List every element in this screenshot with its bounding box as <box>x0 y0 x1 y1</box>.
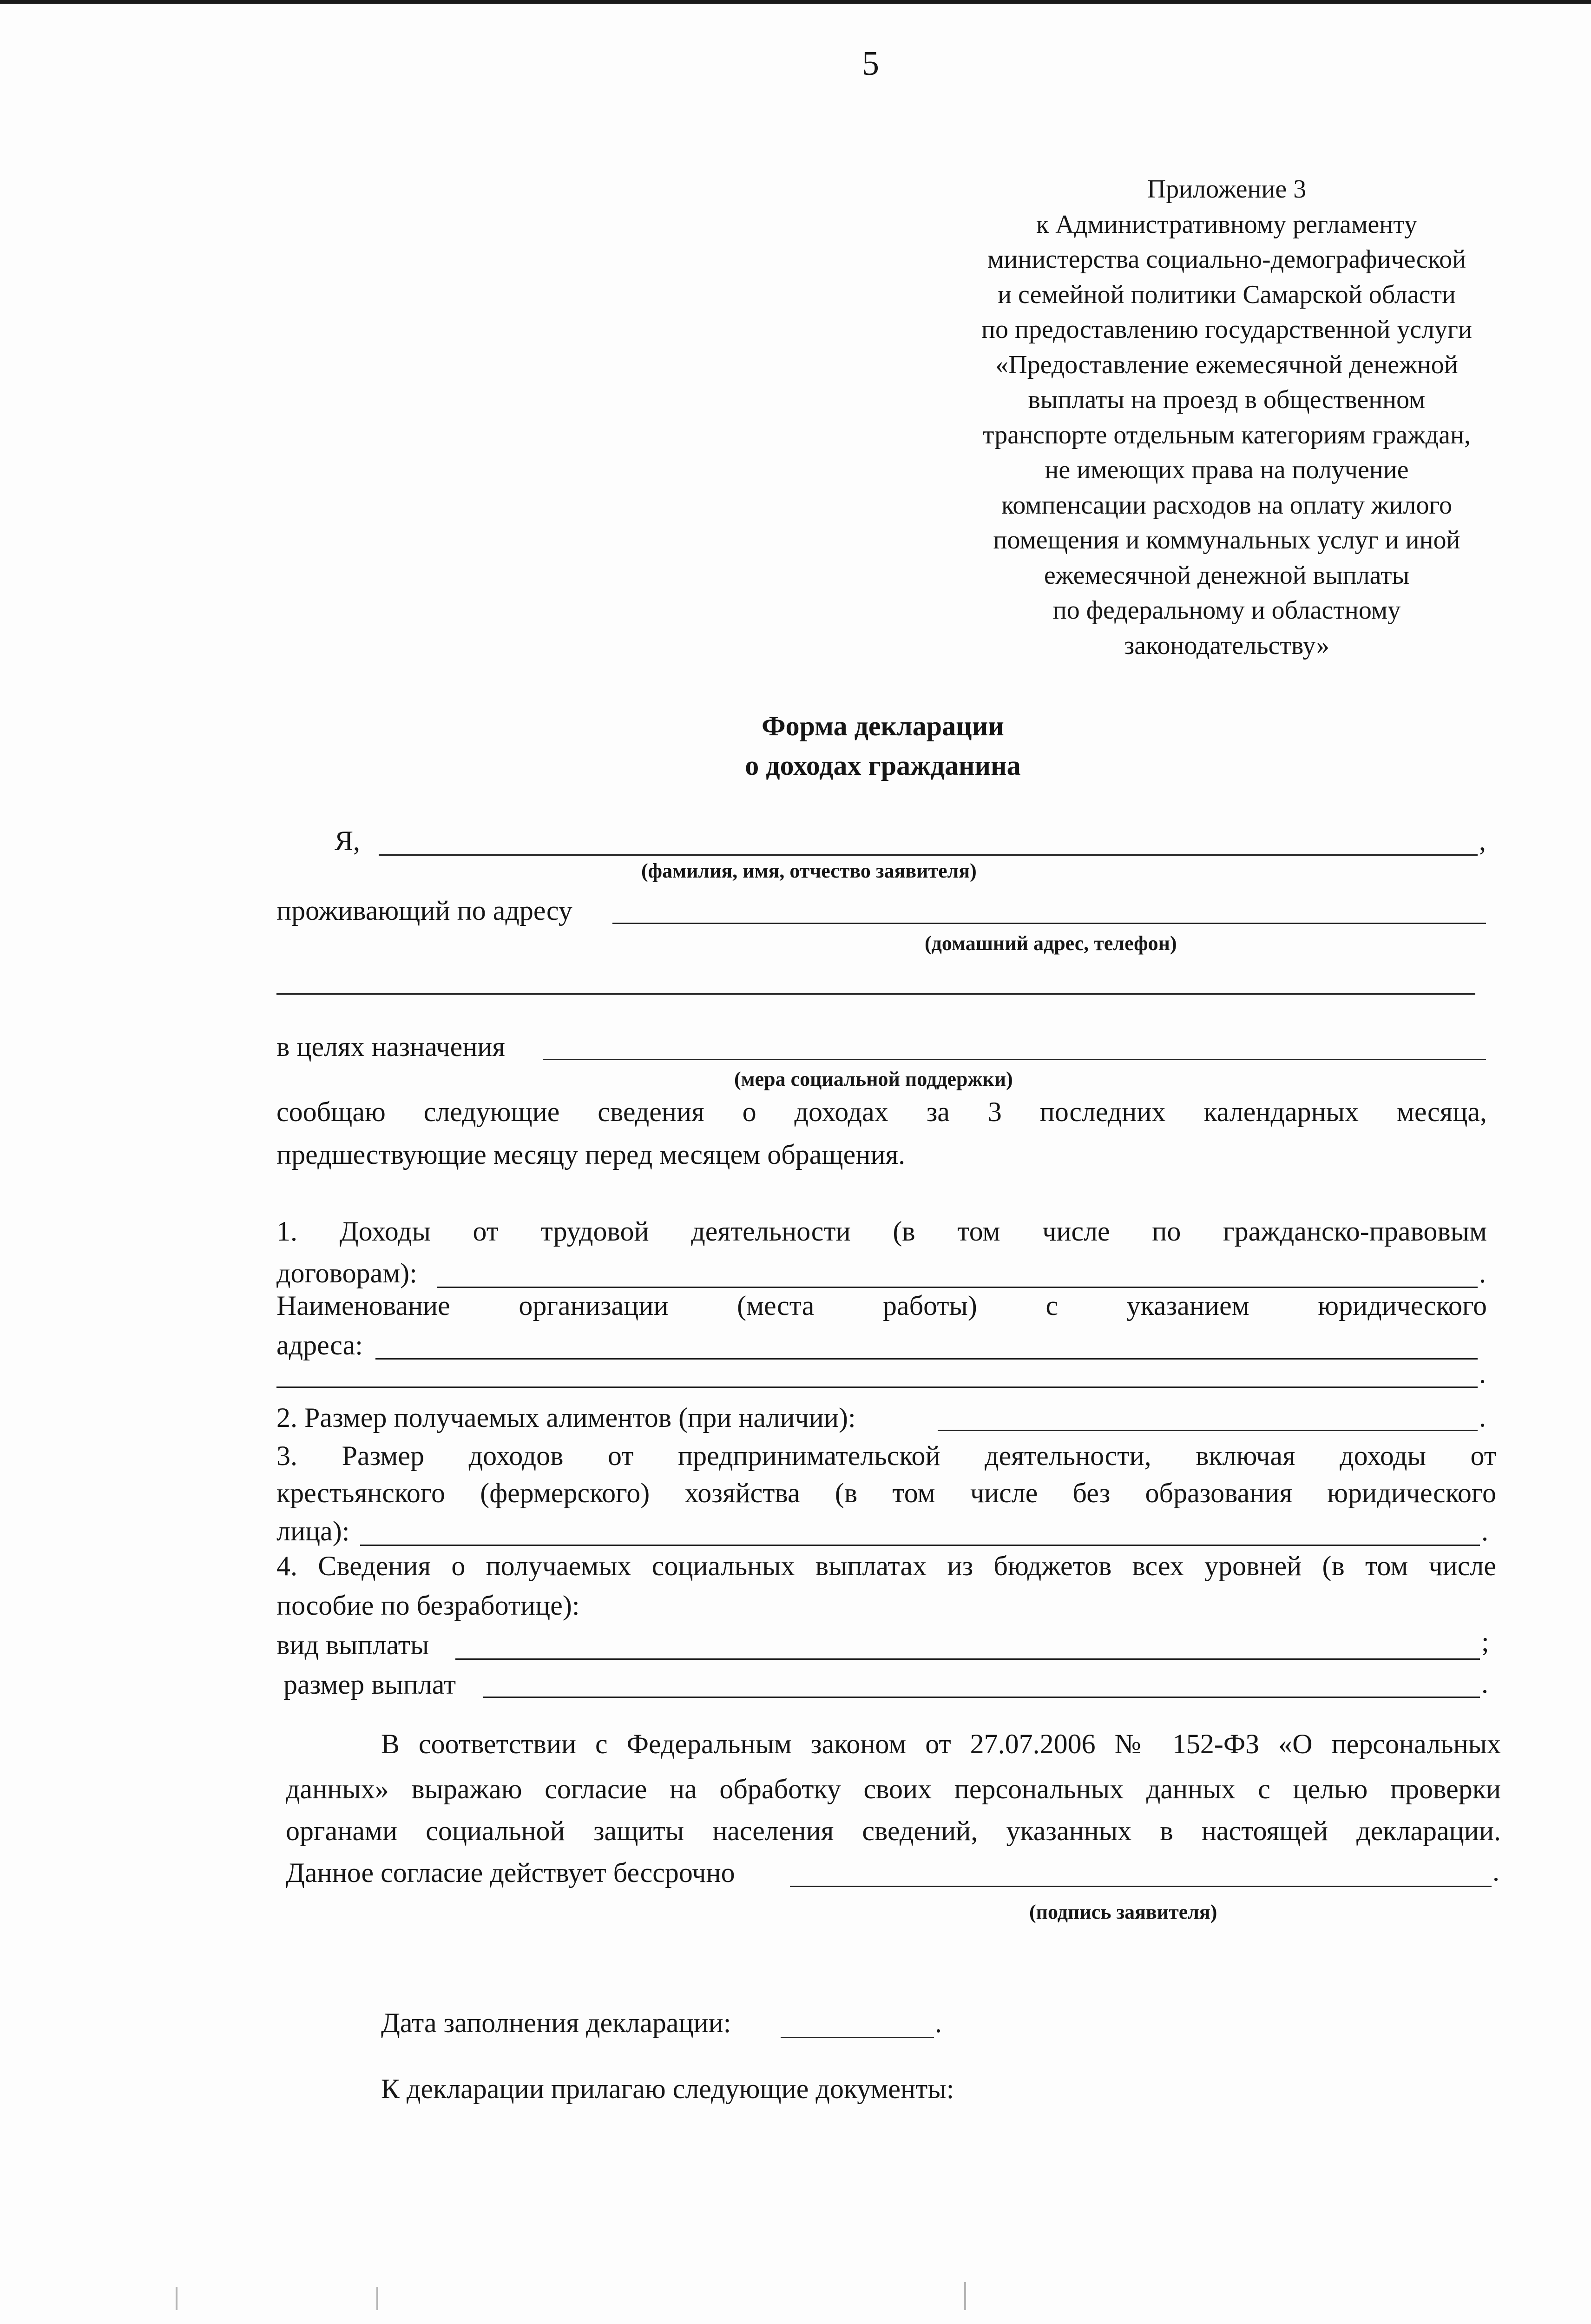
appendix-line: по федеральному и областному <box>1052 596 1401 625</box>
business-income-field[interactable] <box>360 1545 1480 1546</box>
section-3-line-1: 3. Размер доходов от предпринимательской деятельности, включая доходы от <box>276 1440 1496 1471</box>
consent-line-3: органами социальной защиты населения сведений, указанных в настоящей декларации. <box>286 1816 1501 1846</box>
form-title <box>558 706 1208 786</box>
section-1-dot: . <box>1479 1258 1486 1288</box>
appendix-line: к Административному регламенту <box>1036 210 1417 239</box>
employer-address-field[interactable] <box>375 1358 1478 1360</box>
section-2-label: 2. Размер получаемых алиментов (при наличии): <box>276 1402 856 1433</box>
employer-address-dot: . <box>1479 1358 1486 1389</box>
payment-amount-dot: . <box>1481 1668 1488 1699</box>
appendix-line: транспорте отдельным категориям граждан, <box>983 420 1471 449</box>
section-1-line-4: адреса: <box>276 1330 363 1360</box>
full-name-comma: , <box>1479 825 1486 856</box>
fill-date-field[interactable] <box>781 2037 934 2038</box>
section-1-line-2: договорам): <box>276 1258 417 1288</box>
alimony-field[interactable] <box>938 1430 1478 1431</box>
payment-amount-field[interactable] <box>483 1697 1480 1698</box>
consent-line-4: Данное согласие действует бессрочно <box>286 1857 735 1888</box>
section-3-dot: . <box>1481 1516 1488 1546</box>
address-field[interactable] <box>612 923 1486 924</box>
employer-address-field-continued[interactable] <box>276 1386 1478 1388</box>
attachments-label: К декларации прилагаю следующие документы: <box>381 2073 954 2104</box>
labor-income-field[interactable] <box>437 1287 1478 1288</box>
section-4-line-1: 4. Сведения о получаемых социальных выплатах из бюджетов всех уровней (в том числе <box>276 1551 1496 1581</box>
scan-mark <box>376 2287 378 2310</box>
form-title-line-2: о доходах гражданина <box>745 750 1021 781</box>
purpose-label: в целях назначения <box>276 1031 506 1062</box>
consent-line-1: В соответствии с Федеральным законом от 27.07.2006 № 152-ФЗ «О персональных <box>381 1729 1501 1759</box>
payment-type-field[interactable] <box>455 1658 1480 1660</box>
appendix-line: не имеющих права на получение <box>1045 456 1409 484</box>
fill-date-label: Дата заполнения декларации: <box>381 2007 731 2038</box>
section-3-line-2: крестьянского (фермерского) хозяйства (в том числе без образования юридического <box>276 1478 1496 1508</box>
purpose-hint: (мера социальной поддержки) <box>734 1068 1013 1090</box>
signature-hint: (подпись заявителя) <box>1029 1901 1217 1923</box>
section-3-line-3: лица): <box>276 1516 350 1546</box>
appendix-line: законодательству» <box>1124 631 1329 660</box>
appendix-line: компенсации расходов на оплату жилого <box>1001 490 1453 520</box>
appendix-header <box>901 172 1552 663</box>
address-hint: (домашний адрес, телефон) <box>925 932 1177 955</box>
payment-type-semicolon: ; <box>1481 1626 1489 1657</box>
full-name-label: Я, <box>335 825 361 856</box>
page-number: 5 <box>862 45 879 83</box>
section-4-line-2: пособие по безработице): <box>276 1590 580 1621</box>
scan-mark <box>964 2282 966 2310</box>
payment-type-label: вид выплаты <box>276 1630 429 1660</box>
appendix-line: и семейной политики Самарской области <box>998 280 1456 309</box>
appendix-line: по предоставлению государственной услуги <box>981 315 1472 344</box>
intro-line-2: предшествующие месяцу перед месяцем обращения. <box>276 1139 906 1170</box>
appendix-line: выплаты на проезд в общественном <box>1028 385 1426 414</box>
full-name-field[interactable] <box>379 854 1478 856</box>
intro-line-1: сообщаю следующие сведения о доходах за 3 последних календарных месяца, <box>276 1096 1487 1127</box>
address-label: проживающий по адресу <box>276 895 572 926</box>
consent-dot: . <box>1492 1856 1499 1887</box>
purpose-field[interactable] <box>543 1059 1486 1060</box>
full-name-hint: (фамилия, имя, отчество заявителя) <box>641 859 977 882</box>
section-1-line-1: 1. Доходы от трудовой деятельности (в том числе по гражданско-правовым <box>276 1216 1487 1247</box>
scan-mark <box>176 2287 178 2310</box>
signature-field[interactable] <box>790 1886 1492 1887</box>
appendix-line: министерства социально-демографической <box>987 245 1466 274</box>
section-1-line-3: Наименование организации (места работы) с указанием юридического <box>276 1290 1487 1321</box>
appendix-line: Приложение 3 <box>1147 175 1307 204</box>
address-field-continued[interactable] <box>276 993 1475 995</box>
appendix-line: ежемесячной денежной выплаты <box>1044 561 1410 590</box>
section-2-dot: . <box>1479 1402 1486 1433</box>
payment-amount-label: размер выплат <box>283 1669 456 1700</box>
appendix-line: «Предоставление ежемесячной денежной <box>995 350 1458 379</box>
form-title-line-1: Форма декларации <box>762 711 1004 741</box>
fill-date-dot: . <box>935 2007 942 2038</box>
scan-edge <box>0 0 1591 4</box>
consent-line-2: данных» выражаю согласие на обработку своих персональных данных с целью проверки <box>286 1774 1501 1804</box>
appendix-line: помещения и коммунальных услуг и иной <box>993 526 1460 555</box>
